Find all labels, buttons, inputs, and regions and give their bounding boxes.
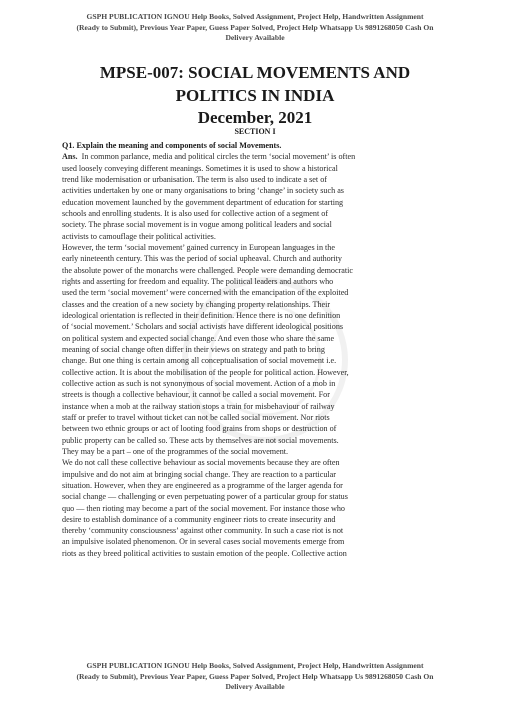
answer-line: society. The phrase social movement is in vogue among political leaders and social — [62, 220, 332, 230]
answer-line: impulsive and do not aim at bringing social change. They are reaction to a particular — [62, 469, 336, 479]
footer-line: GSPH PUBLICATION IGNOU Help Books, Solved Assignment, Project Help, Handwritten Assignment — [86, 661, 424, 670]
answer-line: on political system and expected social change. And even those who share the same — [62, 333, 335, 343]
answer-line: between two ethnic groups or act of looting food grains from shops or destruction of — [62, 424, 337, 434]
answer-line: ideological orientation is reflected in their definition. Hence there is no one definition — [62, 310, 341, 320]
answer-paragraphs — [62, 163, 454, 559]
exam-date: December, 2021 — [197, 108, 313, 127]
answer-line: activities undertaken by one or many organisations to bring ‘change’ in society such as — [62, 186, 344, 196]
document-title — [0, 62, 510, 130]
answer-line: instance when a mob at the railway station stops a train for misbehaviour of railway — [62, 401, 335, 411]
answer-line: classes and the creation of a new society by changing property relationships. Their — [62, 299, 331, 309]
answer-line: collective action as such is not synonymous of social movement. Action of a mob in — [62, 378, 336, 388]
title-line-2: POLITICS IN INDIA — [175, 85, 335, 105]
answer-first-text: In common parlance, media and political circles the term ‘social movement’ is often — [81, 152, 356, 162]
answer-line: meaning of social change often differ in their views on strategy and path to bring — [62, 344, 325, 354]
answer-line: We do not call these collective behaviour as social movements because they are often — [62, 458, 340, 468]
header-line: (Ready to Submit), Previous Year Paper, Guess Paper Solved, Project Help Whatsapp Us 9891268050 Cash On — [76, 22, 434, 32]
answer-line: early nineteenth century. This was the period of social upheaval. Church and authority — [62, 254, 342, 264]
answer-line: situation. However, when they are engineered as a programme of the larger agenda for — [62, 480, 343, 490]
header-line: Delivery Available — [225, 33, 285, 43]
answer-line: streets is though a collective behaviour, it cannot be called a social movement. For — [62, 390, 330, 400]
answer-line: change. But one thing is certain among all conceptualisation of social movement i.e. — [62, 356, 337, 366]
answer-line: activists to camouflage their political activities. — [62, 231, 216, 241]
answer-label: Ans. — [62, 152, 78, 162]
question-text: Q1. Explain the meaning and components of social Movements. — [62, 141, 282, 150]
answer-line: of ‘social movement.’ Scholars and social activists have different ideological positions — [62, 322, 344, 332]
answer-line: They may be a part – one of the programmes of the social movement. — [62, 446, 289, 456]
answer-line: trend like modernisation or urbanisation. The term is also used to indicate a set of — [62, 174, 327, 184]
section-heading: SECTION I — [234, 127, 276, 136]
answer-line: thereby ‘community consciousness’ against other community. In such a case riot is not — [62, 526, 344, 536]
footer-line: Delivery Available — [225, 682, 285, 692]
header-line: GSPH PUBLICATION IGNOU Help Books, Solved Assignment, Project Help, Handwritten Assignment — [86, 12, 424, 21]
title-line-1: MPSE-007: SOCIAL MOVEMENTS AND — [99, 63, 411, 82]
answer-line: collective action. It is about the mobilisation of the people for political action. However, — [62, 367, 349, 377]
answer-line: schools and enrolling students. It is also used for collective action of a segment of — [62, 208, 329, 218]
page-header — [30, 12, 480, 44]
answer-body — [62, 140, 454, 559]
answer-line: used the term ‘social movement’ were concerned with the emancipation of the exploited — [62, 288, 349, 298]
answer-line: the absolute power of the monarchs were challenged. People were demanding democratic — [62, 265, 354, 275]
answer-line: education movement launched by the government department of education for starting — [62, 197, 344, 207]
answer-line: desire to establish dominance of a community engineer riots to create insecurity and — [62, 514, 336, 524]
answer-line: riots as they breed political activities to sustain emotion of the people. Collective action — [62, 548, 347, 558]
answer-line: social change — challenging or even perpetuating power of a particular group for status — [62, 492, 348, 502]
answer-first-line — [62, 151, 454, 162]
page-footer — [30, 661, 480, 693]
answer-line: staff or prefer to travel without ticket can not be called social movement. Nor riots — [62, 412, 330, 422]
answer-line: rights and asserting for freedom and equality. The political leaders and authors who — [62, 276, 334, 286]
answer-line: used loosely conveying different meanings. Sometimes it is used to show a historical — [62, 163, 338, 173]
answer-line: an impulsive isolated phenomenon. Or in several cases social movements emerge from — [62, 537, 345, 547]
answer-line: quo — then rioting may become a part of the social movement. For instance those who — [62, 503, 345, 513]
footer-line: (Ready to Submit), Previous Year Paper, Guess Paper Solved, Project Help Whatsapp Us 9891268050 Cash On — [76, 671, 434, 681]
answer-line: However, the term ‘social movement’ gained currency in European languages in the — [62, 242, 335, 252]
answer-line: public property can be called so. These acts by themselves are not social movements. — [62, 435, 339, 445]
